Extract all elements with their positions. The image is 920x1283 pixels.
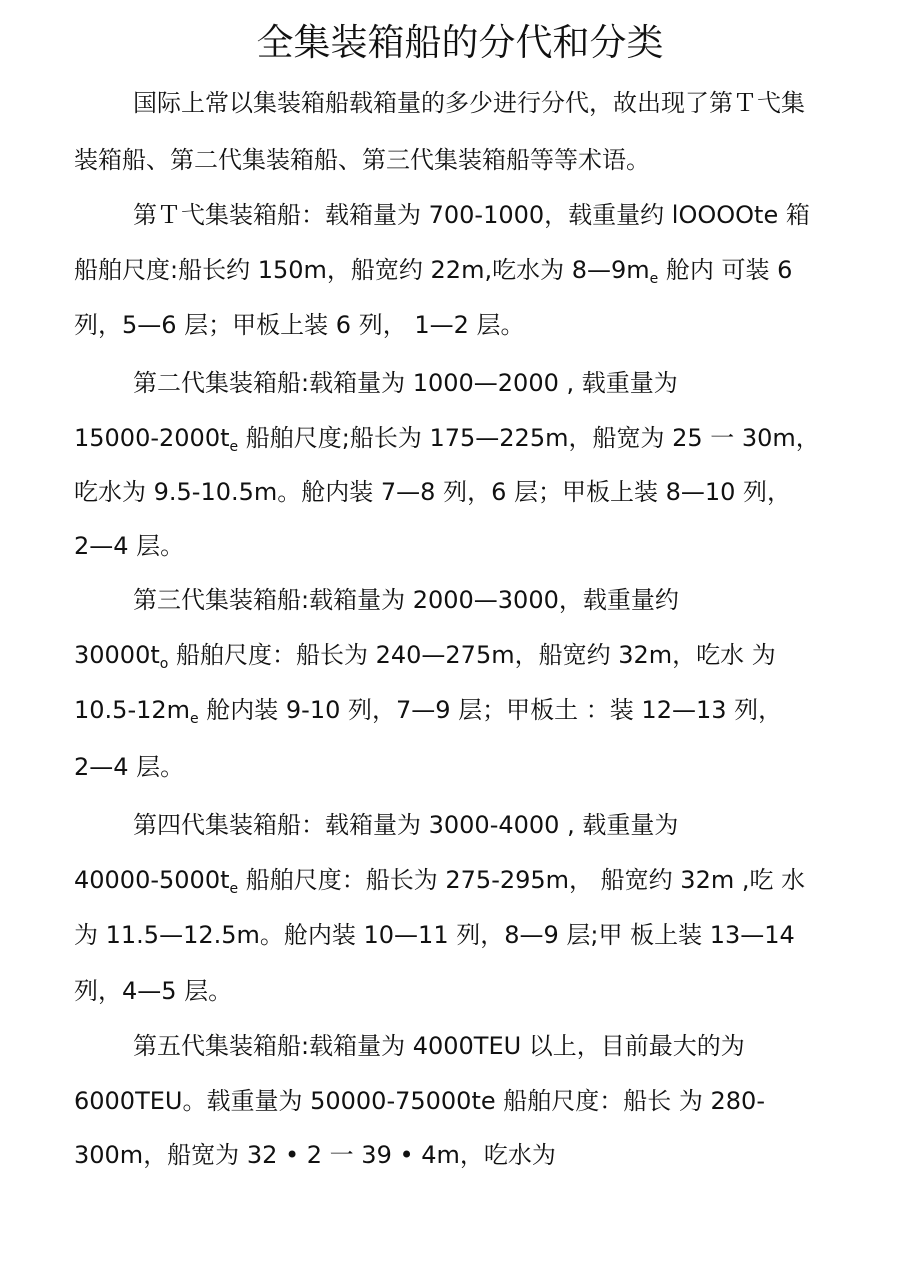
gen2-line-3: 吃水为 9.5-10.5m。舱内装 7—8 列，6 层；甲板上装 8—10 列，	[74, 478, 792, 506]
gen4-line-1: 第四代集装箱船：载箱量为 3000-4000 , 载重量为	[133, 811, 679, 839]
gen5-line-3: 300m，船宽为 32 • 2 一 39 • 4m，吃水为	[74, 1141, 556, 1169]
gen2-line-2-text: 15000-2000t	[74, 424, 230, 452]
gen4-line-2	[74, 863, 854, 906]
gen3-line-3-rest: 舱内装 9-10 列，7—9 层；甲板土 ：装 12—13 列，	[198, 696, 783, 724]
intro-line-1: 国际上常以集装箱船载箱量的多少进行分代，故出现了第Ｔ弋集	[133, 89, 805, 117]
gen4-line-2-rest: 船舶尺度：船长为 275-295m， 船宽约 32m ,吃 水	[238, 866, 806, 894]
gen3-line-3-subscript: e	[190, 711, 199, 727]
gen1-line-1: 第Ｔ弋集装箱船：载箱量为 700-1000，载重量约 lOOOOte 箱	[133, 201, 810, 229]
gen5-line-2: 6000TEU。载重量为 50000-75000te 船舶尺度：船长 为 280-	[74, 1087, 765, 1115]
gen2-line-2-subscript: e	[229, 439, 239, 455]
gen3-line-2-text: 30000t	[74, 641, 160, 669]
gen3-line-2-rest: 船舶尺度：船长为 240—275m，船宽约 32m，吃水 为	[168, 641, 776, 669]
gen2-line-1: 第二代集装箱船:载箱量为 1000—2000 , 载重量为	[133, 369, 678, 397]
gen4-line-2-subscript: e	[229, 881, 239, 897]
gen4-line-4: 列，4—5 层。	[74, 977, 233, 1005]
gen3-line-2-subscript: o	[159, 656, 169, 672]
gen4-line-2-text: 40000-5000t	[74, 866, 230, 894]
gen1-line-2-text: 船舶尺度:船长约 150m，船宽约 22m,吃水为 8—9m	[74, 256, 650, 284]
gen2-line-2	[74, 421, 854, 464]
gen2-line-4: 2—4 层。	[74, 532, 185, 560]
gen1-line-3: 列，5—6 层；甲板上装 6 列， 1—2 层。	[74, 311, 525, 339]
gen5-line-1: 第五代集装箱船:载箱量为 4000TEU 以上，目前最大的为	[133, 1032, 745, 1060]
page-title: 全集装箱船的分代和分类	[256, 21, 664, 64]
gen3-line-1: 第三代集装箱船:载箱量为 2000—3000，载重量约	[133, 586, 679, 614]
intro-line-2: 装箱船、第二代集装箱船、第三代集装箱船等等术语。	[74, 146, 650, 174]
gen3-line-4: 2—4 层。	[74, 753, 185, 781]
gen3-line-3	[74, 693, 854, 736]
gen1-line-2	[74, 253, 854, 296]
gen2-line-2-rest: 船舶尺度;船长为 175—225m，船宽为 25 一 30m，	[238, 424, 820, 452]
gen4-line-3: 为 11.5—12.5m。舱内装 10—11 列，8—9 层;甲 板上装 13—14	[74, 921, 795, 949]
gen3-line-2	[74, 638, 854, 681]
gen1-line-2-rest: 舱内 可装 6	[658, 256, 793, 284]
gen1-line-2-subscript: e	[649, 271, 659, 287]
gen3-line-3-text: 10.5-12m	[74, 696, 191, 724]
